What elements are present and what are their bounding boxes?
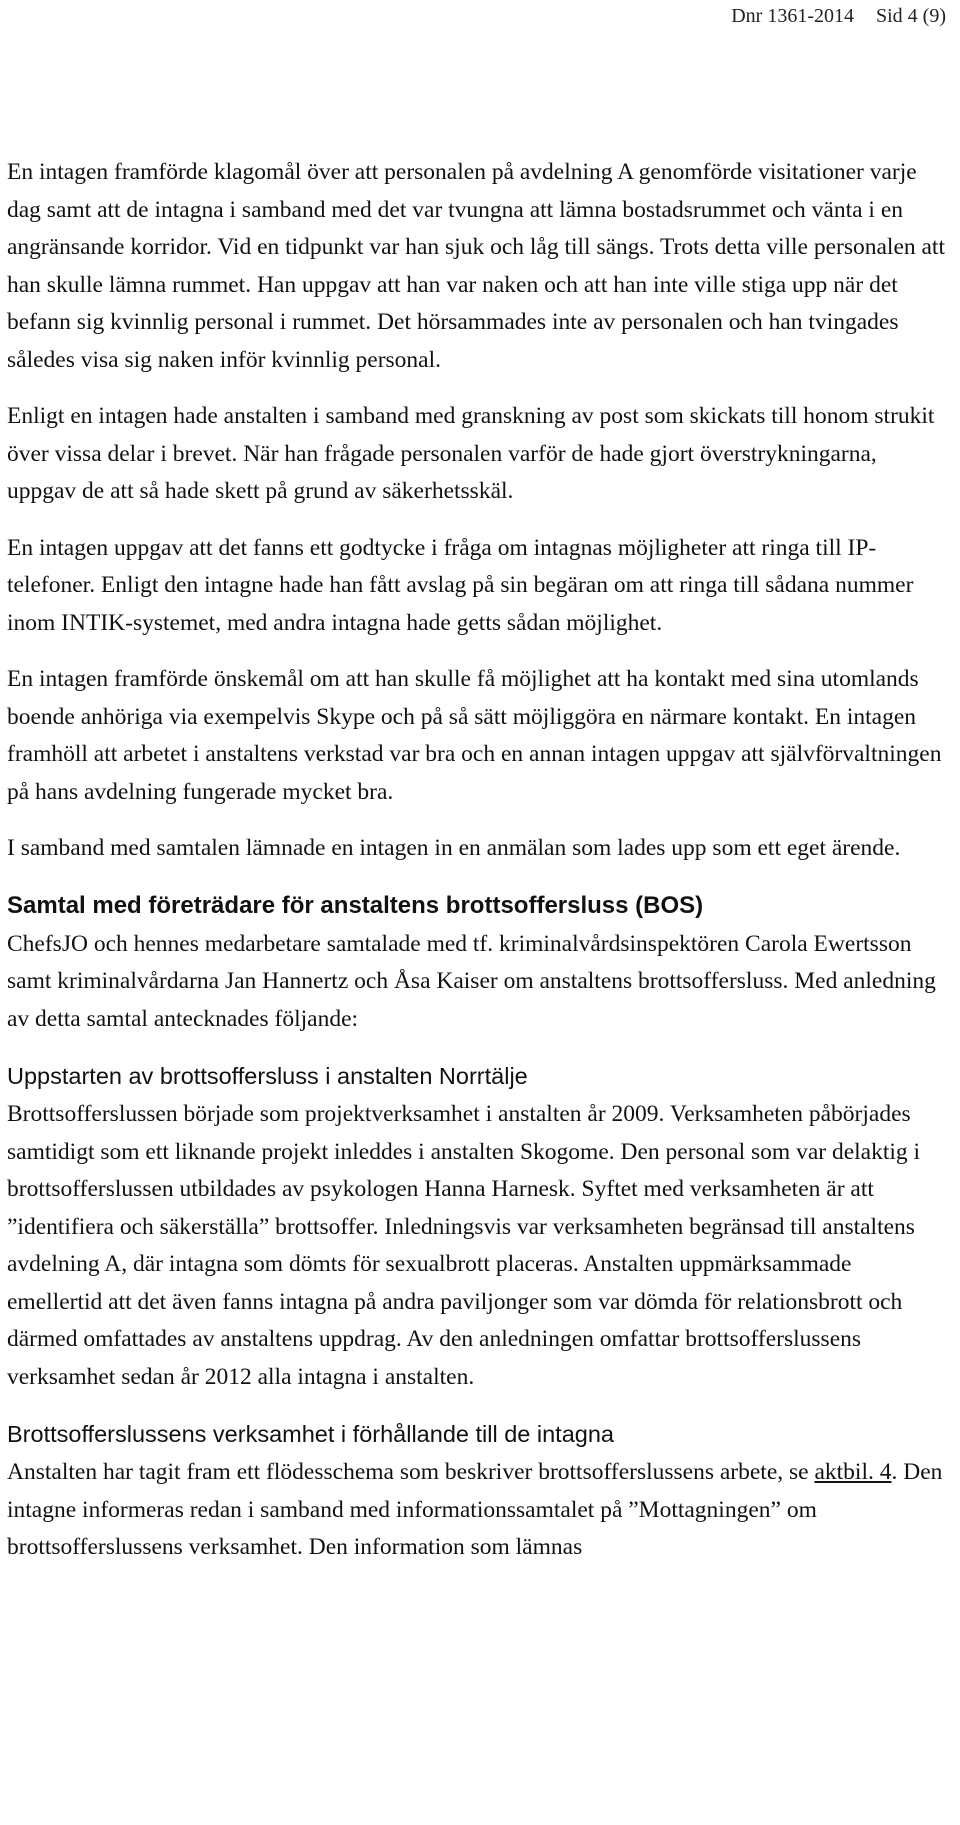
page-reference: Sid 4 (9): [876, 5, 946, 27]
subsection-text-startup: Brottsofferslussen började som projektverksamhet i anstalten år 2009. Verksamheten påbörjades samtidigt som ett liknande projekt inleddes i anstalten Skogome. Den personal som var delaktig i brottsofferslussen utbildades av psykologen Hanna Harnesk. Syftet med verksamheten är att ”identifiera och säkerställa” brottsoffer. Inledningsvis var verksamheten begränsad till anstaltens avdelning A, där intagna som dömts för sexualbrott placeras. Anstalten uppmärksammade emellertid att det även fanns intagna på andra paviljonger som var dömda för relationsbrott och därmed omfattades av anstaltens uppdrag. Av den anledningen omfattar brottsofferslussens verksamhet sedan år 2012 alla intagna i anstalten.: [7, 1101, 921, 1390]
subsection-text-activities: [7, 1454, 947, 1567]
document-number: Dnr 1361-2014: [731, 5, 854, 27]
paragraph-ip-phones: En intagen uppgav att det fanns ett godtycke i fråga om intagnas möjligheter att ringa till IP-telefoner. Enligt den intagne hade han fått avslag på sin begäran om att ringa till sådana nummer inom INTIK-systemet, med andra intagna hade getts sådan möjlighet.: [7, 534, 914, 636]
text-before-link: Anstalten har tagit fram ett flödesschema som beskriver brottsofferslussens arbete, se: [7, 1459, 815, 1485]
paragraph-visitations: En intagen framförde klagomål över att personalen på avdelning A genomförde visitationer varje dag samt att de intagna i samband med det var tvungna att lämna bostadsrummet och vänta i en angränsande korridor. Vid en tidpunkt var han sjuk och låg till sängs. Trots detta ville personalen att han skulle lämna rummet. Han uppgav att han var naken och att han inte ville stiga upp när det befann sig kvinnlig personal i rummet. Det hörsammades inte av personalen och han tvingades således visa sig naken inför kvinnlig personal.: [7, 159, 945, 373]
text-after-link: . Den intagne informeras redan i samband med informationssamtalet på ”Mottagningen” om brottsofferslussens verksamhet. Den information som lämnas: [7, 1459, 943, 1560]
subsection-heading-activities: Brottsofferslussens verksamhet i förhållande till de intagna: [7, 1421, 614, 1447]
section-heading: Samtal med företrädare för anstaltens brottsoffersluss (BOS): [7, 891, 704, 919]
paragraph-skype-contact: En intagen framförde önskemål om att han skulle få möjlighet att ha kontakt med sina utomlands boende anhöriga via exempelvis Skype och på så sätt möjliggöra en närmare kontakt. En intagen framhöll att arbetet i anstaltens verkstad var bra och en annan intagen uppgav att självförvaltningen på hans avdelning fungerade mycket bra.: [7, 666, 942, 805]
section-intro: ChefsJO och hennes medarbetare samtalade med tf. kriminalvårdsinspektören Carola Ewertsson samt kriminalvårdarna Jan Hannertz och Åsa Kaiser om anstaltens brottsoffersluss. Med anledning av detta samtal antecknades följande:: [7, 930, 936, 1032]
document-body: [7, 154, 947, 1567]
paragraph-complaint-filed: I samband med samtalen lämnade en intagen in en anmälan som lades upp som ett eget ärende.: [7, 835, 901, 861]
subsection-heading-startup: Uppstarten av brottsoffersluss i anstalten Norrtälje: [7, 1063, 528, 1089]
page-header: [731, 4, 946, 28]
paragraph-mail-review: Enligt en intagen hade anstalten i samband med granskning av post som skickats till honom strukit över vissa delar i brevet. När han frågade personalen varför de hade gjort överstrykningarna, uppgav de att så hade skett på grund av säkerhetsskäl.: [7, 403, 935, 504]
attachment-link[interactable]: aktbil. 4: [814, 1459, 892, 1485]
